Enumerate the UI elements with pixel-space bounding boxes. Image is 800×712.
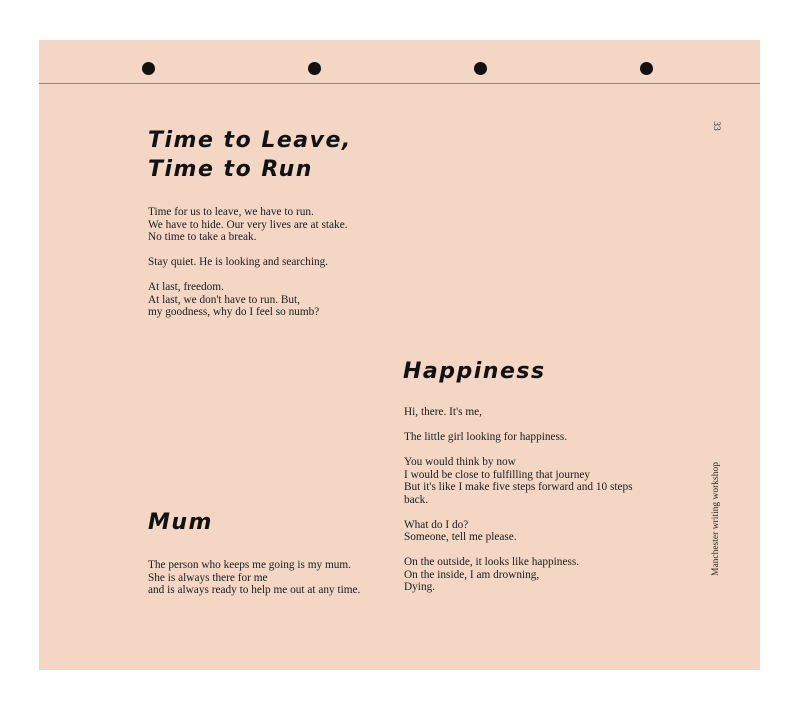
poem-line: On the outside, it looks like happiness.	[404, 556, 580, 568]
poem-line: my goodness, why do I feel so numb?	[148, 306, 320, 318]
poem-line: Stay quiet. He is looking and searching.	[148, 256, 329, 268]
poem-line: The little girl looking for happiness.	[404, 431, 568, 443]
page-number: 33	[710, 121, 721, 131]
poem-line: What do I do?	[404, 518, 469, 531]
binder-hole	[640, 62, 653, 75]
stanza	[148, 256, 348, 269]
poem-line: Dying.	[404, 581, 436, 593]
binder-hole	[142, 62, 155, 75]
poem-body	[404, 406, 633, 594]
poem-title-line: Time to Leave,	[148, 128, 352, 153]
poem-line: At last, freedom.	[148, 281, 224, 293]
notebook-page	[39, 40, 760, 670]
poem-line: I would be close to fulfilling that journey	[404, 468, 591, 481]
stanza	[148, 559, 360, 597]
stanza	[148, 206, 348, 244]
stanza	[148, 281, 348, 319]
binder-hole	[474, 62, 487, 75]
poem-title-line: Happiness	[403, 359, 546, 384]
poem-title-line: Time to Run	[148, 157, 313, 182]
stanza	[404, 406, 633, 419]
poem-line: Someone, tell me please.	[404, 531, 517, 543]
poem-line: At last, we don't have to run. But,	[148, 293, 301, 306]
poem-line: You would think by now	[404, 456, 516, 468]
poem-line: But it's like I make five steps forward and 10 steps	[404, 481, 633, 493]
poem-title	[148, 126, 352, 184]
poem-line: and is always ready to help me out at any time.	[148, 584, 361, 596]
poem-line: No time to take a break.	[148, 231, 257, 243]
stanza	[404, 431, 633, 444]
poem-line: We have to hide. Our very lives are at stake.	[148, 218, 348, 231]
poem-body	[148, 206, 348, 319]
poem-title	[148, 508, 213, 537]
poem-title-line: Mum	[148, 510, 213, 535]
stanza	[404, 519, 633, 544]
poem-line: Hi, there. It's me,	[404, 406, 482, 418]
binder-hole	[308, 62, 321, 75]
workshop-credit: Manchester writing workshop	[711, 462, 721, 576]
stanza	[404, 556, 633, 594]
poem-body	[148, 559, 360, 597]
poem-line: The person who keeps me going is my mum.	[148, 559, 352, 571]
poem-line: On the inside, I am drowning,	[404, 568, 540, 581]
poem-line: Time for us to leave, we have to run.	[148, 206, 314, 218]
header-rule	[39, 83, 760, 84]
poem-line: She is always there for me	[148, 571, 268, 584]
poem-title	[403, 357, 546, 386]
stanza	[404, 456, 633, 506]
poem-line: back.	[404, 493, 429, 506]
